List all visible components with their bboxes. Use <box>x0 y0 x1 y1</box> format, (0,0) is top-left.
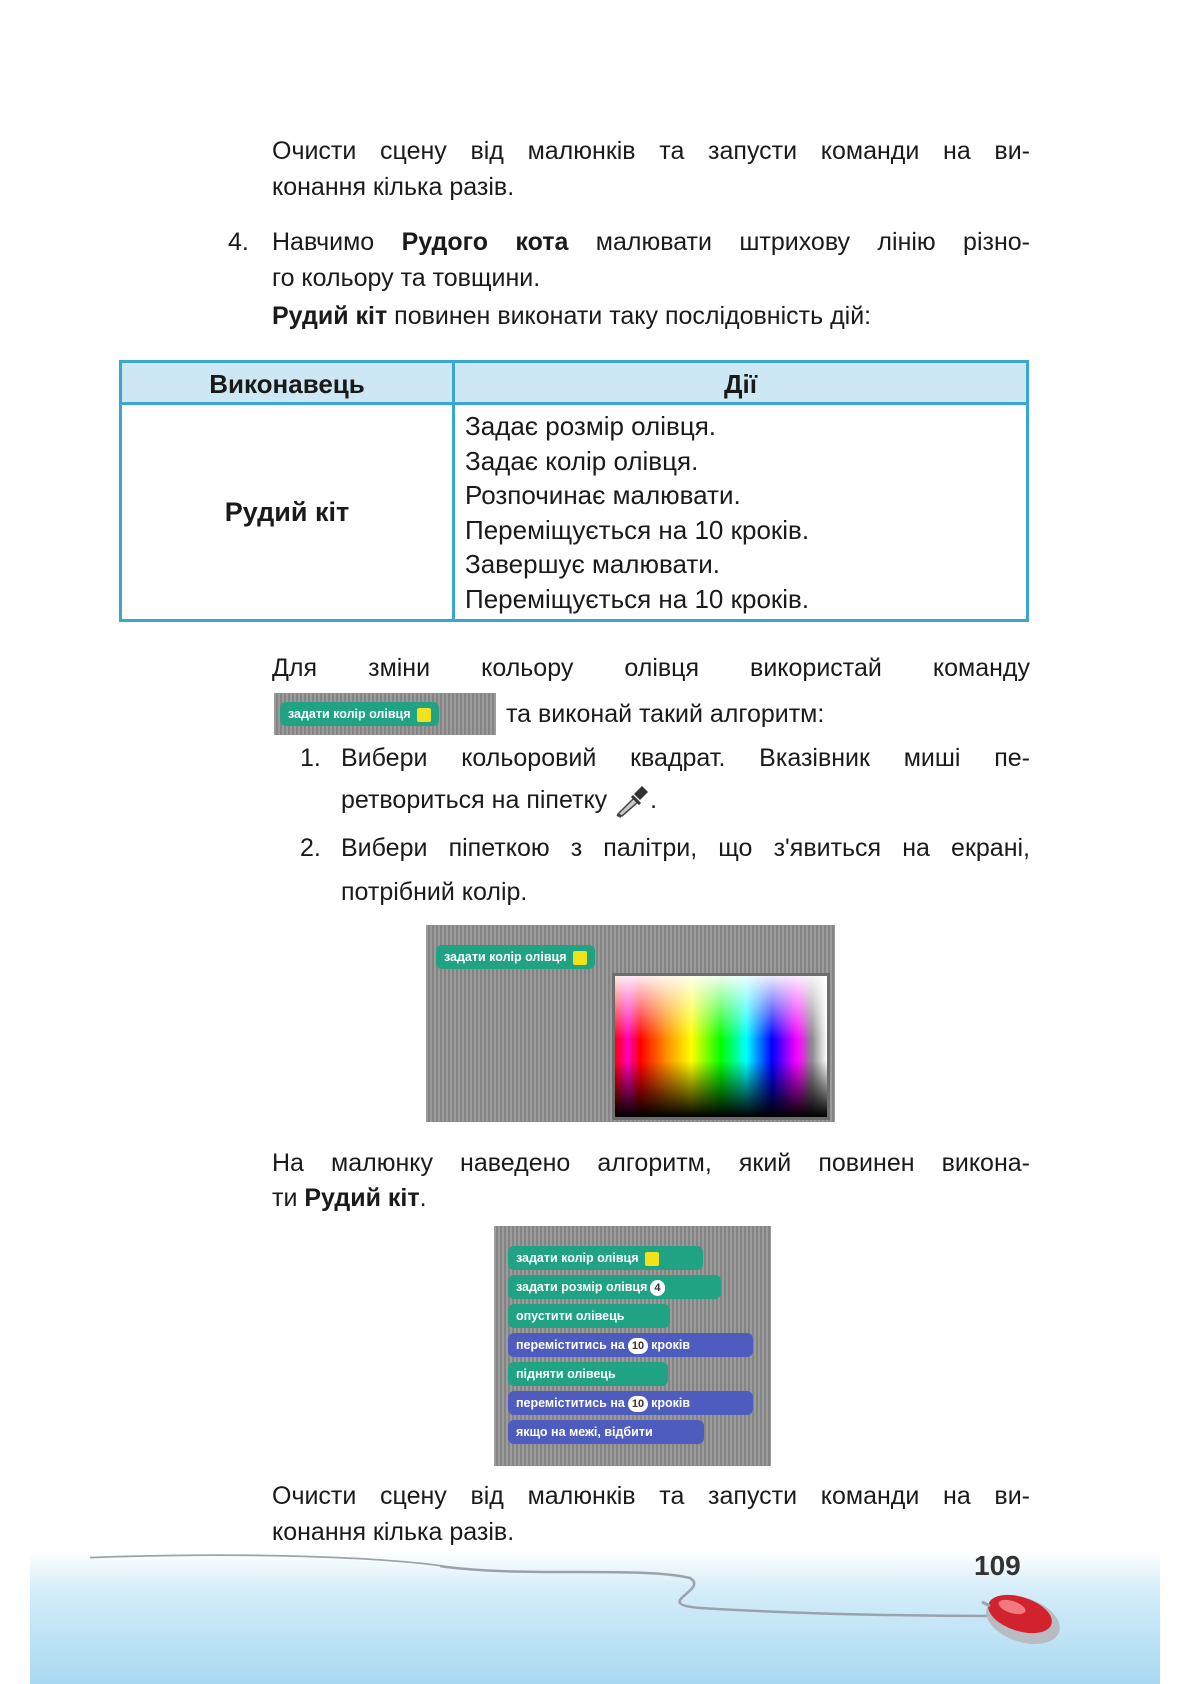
color-intro-line-1: Для зміни кольору олівця використай команду <box>272 654 1030 682</box>
color-palette <box>612 973 830 1120</box>
script-color-swatch <box>645 1252 659 1266</box>
task-text-pre: Навчимо <box>272 228 402 256</box>
algorithm-line-2-end: . <box>419 1184 427 1212</box>
script-block-label-post: кроків <box>651 1338 691 1352</box>
page-number: 109 <box>974 1550 1021 1581</box>
step-1-line-2 <box>341 782 657 818</box>
script-block-label: задати колір олівця <box>516 1251 639 1265</box>
color-palette-figure <box>426 925 835 1122</box>
algorithm-line-2-pre: ти <box>272 1184 305 1212</box>
script-block-pen-up <box>508 1362 668 1386</box>
script-block-label: задати розмір олівця <box>516 1280 648 1294</box>
set-pen-color-label: задати колір олівця <box>288 707 411 721</box>
step-1-line-2-text: ретвориться на піпетку <box>341 786 608 814</box>
action-item: Розпочинає малювати. <box>465 480 741 510</box>
script-block-bounce <box>508 1420 704 1444</box>
script-block-pen-down <box>508 1304 670 1328</box>
task-subject: Рудого кота <box>401 228 569 256</box>
final-line-1: Очисти сцену від малюнків та запусти команди на ви- <box>272 1482 1030 1510</box>
header-performer: Виконавець <box>209 369 365 399</box>
palette-pen-color-block <box>436 945 595 969</box>
actions-table <box>119 360 1029 622</box>
action-item: Переміщується на 10 кроків. <box>465 514 810 545</box>
script-block-value: 10 <box>628 1338 648 1354</box>
action-item: Задає розмір олівця. <box>465 411 717 441</box>
task-line-1 <box>272 224 1030 260</box>
task-text-post: малювати штрихову лінію різно- <box>568 228 1031 256</box>
set-pen-color-block <box>280 702 439 726</box>
script-block-set-pen-size <box>508 1275 721 1299</box>
task-line-2: го кольору та товщини. <box>272 264 541 292</box>
performer-cell: Рудий кіт <box>224 496 350 527</box>
intro-line-1: Очисти сцену від малюнків та запусти команди на ви- <box>272 137 1030 165</box>
task-line-3-subject: Рудий кіт <box>272 302 388 330</box>
script-block-label: якщо на межі, відбити <box>516 1425 653 1439</box>
actions-list <box>465 409 809 616</box>
step-1-line-1: Вибери кольоровий квадрат. Вказівник миші пе- <box>341 744 1030 772</box>
step-2-line-2: потрібний колір. <box>341 878 528 906</box>
script-block-move <box>508 1333 753 1357</box>
color-swatch <box>417 708 431 722</box>
step-2-line-1: Вибери піпеткою з палітри, що з'явиться на екрані, <box>341 834 1030 862</box>
step-2-number: 2. <box>300 834 321 862</box>
script-figure <box>494 1226 771 1466</box>
action-item: Переміщується на 10 кроків. <box>465 583 810 614</box>
palette-pen-color-label: задати колір олівця <box>444 950 567 964</box>
script-block-value: 4 <box>650 1280 664 1296</box>
algorithm-line-1: На малюнку наведено алгоритм, який повинен викона- <box>272 1149 1030 1177</box>
script-block-value: 10 <box>628 1396 648 1412</box>
script-block-label: переміститись на <box>516 1338 625 1352</box>
action-item: Задає колір олівця. <box>465 445 699 476</box>
script-block-label-post: кроків <box>651 1396 691 1410</box>
color-intro-line-2: та виконай такий алгоритм: <box>506 700 825 728</box>
intro-line-2: конання кілька разів. <box>272 173 515 201</box>
script-block-label: переміститись на <box>516 1396 625 1410</box>
final-line-2: конання кілька разів. <box>272 1518 515 1546</box>
computer-mouse-icon <box>978 1582 1068 1652</box>
script-block-label: опустити олівець <box>516 1309 625 1323</box>
step-1-line-2-end: . <box>650 786 658 814</box>
task-number: 4. <box>228 228 249 256</box>
inline-block-image <box>274 693 496 735</box>
eyedropper-icon <box>614 784 650 818</box>
header-actions: Дії <box>723 369 758 399</box>
task-line-3-rest: повинен виконати таку послідовність дій: <box>387 302 872 330</box>
step-1-number: 1. <box>300 744 321 772</box>
script-block-set-pen-color <box>508 1246 703 1270</box>
task-line-3 <box>272 298 871 334</box>
action-item: Завершує малювати. <box>465 549 721 579</box>
script-block-move <box>508 1391 753 1415</box>
palette-color-swatch <box>573 951 587 965</box>
script-block-label: підняти олівець <box>516 1367 616 1381</box>
algorithm-subject: Рудий кіт <box>304 1184 420 1212</box>
algorithm-line-2 <box>272 1180 427 1216</box>
